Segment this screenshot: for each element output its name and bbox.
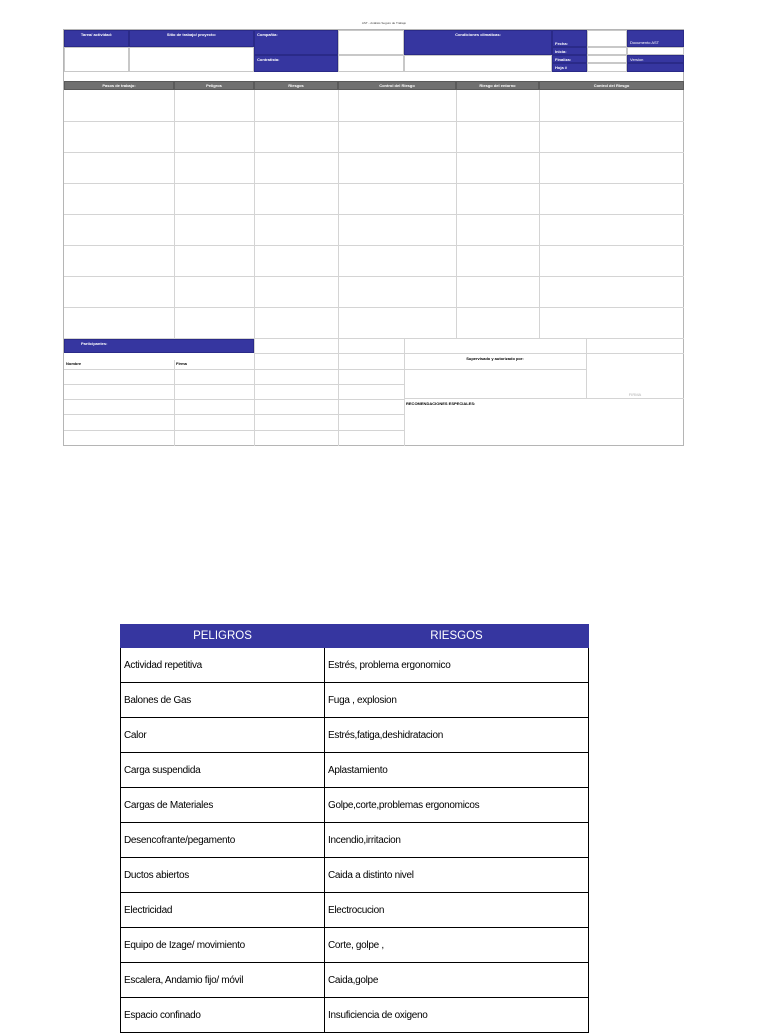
tarea-field[interactable] [64,47,129,72]
sitio-label: Sitio de trabajo/ proyecto: [129,30,254,47]
riesgo-cell: Electrocucion [325,893,589,928]
grid-line [64,307,684,308]
supervisado-label: Supervisado y autorizado por: [466,356,524,361]
grid-line [64,414,404,415]
grid-line [404,398,684,399]
peligro-cell: Ductos abiertos [121,858,325,893]
contratista-field[interactable] [338,55,404,72]
grid-line [404,369,586,370]
col-peligros: Peligros [174,81,254,90]
contratista-label: Contratista: [254,55,338,72]
documento-label: Documento AST [627,30,684,47]
grid-line [64,121,684,122]
table-row [121,823,589,858]
grid-line [64,369,404,370]
recomendaciones-label: RECOMENDACIONES ESPECIALES: [406,401,476,406]
condiciones-field[interactable] [404,55,552,72]
riesgo-cell: Incendio,irritacion [325,823,589,858]
hazards-table [120,624,589,1033]
table-row [121,683,589,718]
grid-line [586,339,587,398]
ast-form [63,29,684,446]
riesgo-cell: Insuficiencia de oxigeno [325,998,589,1033]
nombre-label: Nombre [66,361,82,366]
grid-line [64,152,684,153]
grid-line [254,353,684,354]
hoja-field[interactable] [587,63,627,72]
documento-field[interactable] [627,47,684,55]
table-row [121,928,589,963]
fecha-label: Fecha: [552,30,587,47]
riesgo-cell: Caida,golpe [325,963,589,998]
table-row [121,648,589,683]
grid-line [64,384,404,385]
riesgo-cell: Estrés, problema ergonomico [325,648,589,683]
riesgo-cell: Fuga , explosion [325,683,589,718]
grid-line [64,214,684,215]
fecha-field[interactable] [587,30,627,47]
peligro-cell: Desencofrante/pegamento [121,823,325,858]
table-row [121,718,589,753]
inicia-field[interactable] [587,47,627,55]
peligro-cell: Cargas de Materiales [121,788,325,823]
firma-supervisor: FIRMA [628,392,642,397]
grid-line [64,245,684,246]
riesgo-cell: Estrés,fatiga,deshidratacion [325,718,589,753]
peligro-cell: Carga suspendida [121,753,325,788]
grid-line [254,90,255,446]
finaliza-field[interactable] [587,55,627,63]
inicia-label: Inicia: [552,47,587,55]
sitio-field[interactable] [129,47,254,72]
riesgo-cell: Aplastamiento [325,753,589,788]
grid-line [64,183,684,184]
peligros-header: PELIGROS [121,625,325,648]
peligro-cell: Escalera, Andamio fijo/ móvil [121,963,325,998]
table-row [121,893,589,928]
riesgo-cell: Caida a distinto nivel [325,858,589,893]
table-row [121,788,589,823]
hoja-label: Hoja # [552,63,587,72]
peligro-cell: Balones de Gas [121,683,325,718]
firma-label: Firma [176,361,187,366]
peligro-cell: Actividad repetitiva [121,648,325,683]
compania-field[interactable] [338,30,404,55]
version-label: Version [627,55,684,63]
col-entorno: Riesgo del entorno [456,81,539,90]
riesgo-cell: Corte, golpe , [325,928,589,963]
peligro-cell: Espacio confinado [121,998,325,1033]
col-pasos: Pasos de trabajo: [64,81,174,90]
participantes-label: Participantes: [64,339,254,353]
peligro-cell: Calor [121,718,325,753]
table-row [121,753,589,788]
tarea-label: Tarea/ actividad: [64,30,129,47]
col-control-entorno: Control del Riesgo [539,81,684,90]
grid-line [64,430,404,431]
finaliza-label: Finaliza: [552,55,587,63]
version-field [627,63,684,72]
riesgo-cell: Golpe,corte,problemas ergonomicos [325,788,589,823]
col-control: Control del Riesgo [338,81,456,90]
hazards-header-row [121,625,589,648]
table-row [121,963,589,998]
grid-line [64,276,684,277]
peligro-cell: Electricidad [121,893,325,928]
grid-line [64,399,404,400]
col-riesgos: Riesgos [254,81,338,90]
compania-label: Compañía: [254,30,338,55]
peligro-cell: Equipo de Izage/ movimiento [121,928,325,963]
form-header-note: AST - Análisis Seguro de Trabajo [361,21,407,25]
grid-line [174,360,175,446]
condiciones-label: Condiciones climaticas: [404,30,552,55]
grid-line [338,90,339,446]
table-row [121,858,589,893]
table-row [121,998,589,1033]
riesgos-header: RIESGOS [325,625,589,648]
